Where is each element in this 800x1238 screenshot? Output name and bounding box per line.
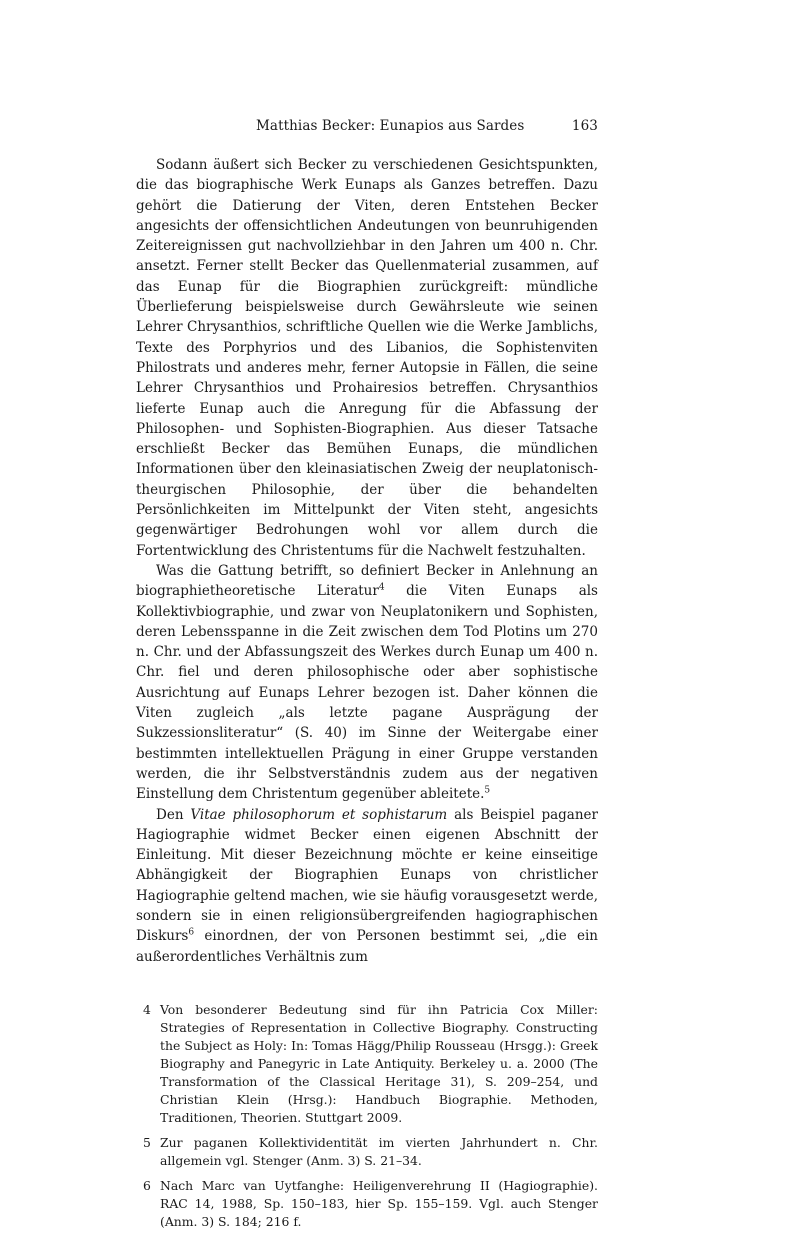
footnote-text: Nach Marc van Uytfanghe: Heiligenverehrung II (Hagiographie). RAC 14, 1988, Sp. 150–183, hier Sp. 155–159. Vgl. auch Stenger (Anm. 3) S. 184; 216 f. — [160, 1177, 598, 1229]
paragraph-3 — [136, 805, 598, 967]
paragraph-2 — [136, 561, 598, 805]
page-number: 163 — [571, 118, 598, 134]
paragraph-2-text-a: Was die Gattung betrifft, so definiert Becker in Anlehnung an biographietheoretische Literatur — [136, 562, 598, 600]
footnote-number: 6 — [143, 1177, 151, 1193]
footnote-number: 4 — [143, 1001, 151, 1017]
page — [136, 118, 598, 1238]
paragraph-1 — [136, 155, 598, 561]
work-title-italic: Vitae philosophorum et sophistarum — [190, 806, 448, 823]
footnote-number: 5 — [143, 1134, 151, 1150]
footnotes — [136, 1001, 598, 1231]
footnote-ref-6[interactable]: 6 — [188, 927, 195, 938]
paragraph-2-text-b: die Viten Eunaps als Kollektivbiographie, und zwar von Neuplatonikern und Sophisten, deren Lebensspanne in die Zeit zwischen dem Tod Plotins um 270 n. Chr. und der Abfassungszeit des Werkes durch Eunap um 400 n. Chr. fiel und deren philosophische oder aber sophistische Ausrichtung auf Eunaps Lehrer bezogen ist. Daher können die Viten zugleich „als letzte pagane Ausprägung der Sukzessionsliteratur“ (S. 40) im Sinne der Weitergabe einer bestimmten intellektuellen Prägung in einer Gruppe verstanden werden, die ihr Selbstverständnis zudem aus der negativen Einstellung dem Christentum gegenüber ableitete. — [136, 583, 598, 803]
footnote-text: Von besonderer Bedeutung sind für ihn Patricia Cox Miller: Strategies of Representation in Collective Biography. Constructing the Subject as Holy: In: Tomas Hägg/Philip Rousseau (Hrsgg.): Greek Biography and Panegyric in Late Antiquity. Berkeley u. a. 2000 (The Transformation of the Classical Heritage 31), S. 209–254, und Christian Klein (Hrsg.): Handbuch Biographie. Methoden, Traditionen, Theorien. Stuttgart 2009. — [160, 1001, 598, 1125]
footnote-text: Zur paganen Kollektividentität im vierten Jahrhundert n. Chr. allgemein vgl. Stenger (Anm. 3) S. 21–34. — [160, 1134, 598, 1168]
paragraph-3-text-a: Den — [156, 806, 191, 823]
running-head — [136, 118, 598, 138]
paragraph-1-text: Sodann äußert sich Becker zu verschiedenen Gesichtspunkten, die das biographische Werk Eunaps als Ganzes betreffen. Dazu gehört die Datierung der Viten, deren Entstehen Becker angesichts der offensichtlichen Andeutungen von beunruhigenden Zeitereignissen gut nachvollziehbar in den Jahren um 400 n. Chr. ansetzt. Ferner stellt Becker das Quellenmaterial zusammen, auf das Eunap für die Biographien zurückgreift: mündliche Überlieferung beispielsweise durch Gewährsleute wie seinen Lehrer Chrysanthios, schriftliche Quellen wie die Werke Jamblichs, Texte des Porphyrios und des Libanios, die Sophistenviten Philostrats und anderes mehr, ferner Autopsie in Fällen, die seine Lehrer Chrysanthios und Prohairesios betreffen. Chrysanthios lieferte Eunap auch die Anregung für die Abfassung der Philosophen- und Sophisten-Biographien. Aus dieser Tatsache erschließt Becker das Bemühen Eunaps, die mündlichen Informationen über den kleinasiatischen Zweig der neuplatonisch-theurgischen Philosophie, der über die behandelten Persönlichkeiten im Mittelpunkt der Viten steht, angesichts gegenwärtiger Bedrohungen wohl vor allem durch die Fortentwicklung des Christentums für die Nachwelt festzuhalten. — [136, 157, 598, 559]
footnote — [136, 1001, 598, 1127]
body-text — [136, 155, 598, 967]
paragraph-3-text-c: einordnen, der von Personen bestimmt sei, „die ein außerordentliches Verhältnis zum — [136, 928, 598, 965]
running-title: Matthias Becker: Eunapios aus Sardes — [256, 118, 525, 134]
paragraph-3-text-b: als Beispiel paganer Hagiographie widmet Becker einen eigenen Abschnitt der Einleitung. Mit dieser Bezeichnung möchte er keine einseitige Abhängigkeit der Biographien Eunaps von christlicher Hagiographie geltend machen, wie sie häufig vorausgesetzt werde, sondern sie in einen religionsübergreifenden hagiographischen Diskurs — [136, 806, 599, 945]
footnote — [136, 1134, 598, 1170]
footnote-ref-5[interactable]: 5 — [484, 785, 491, 796]
footnote — [136, 1177, 598, 1231]
footnote-ref-4[interactable]: 4 — [378, 582, 385, 593]
